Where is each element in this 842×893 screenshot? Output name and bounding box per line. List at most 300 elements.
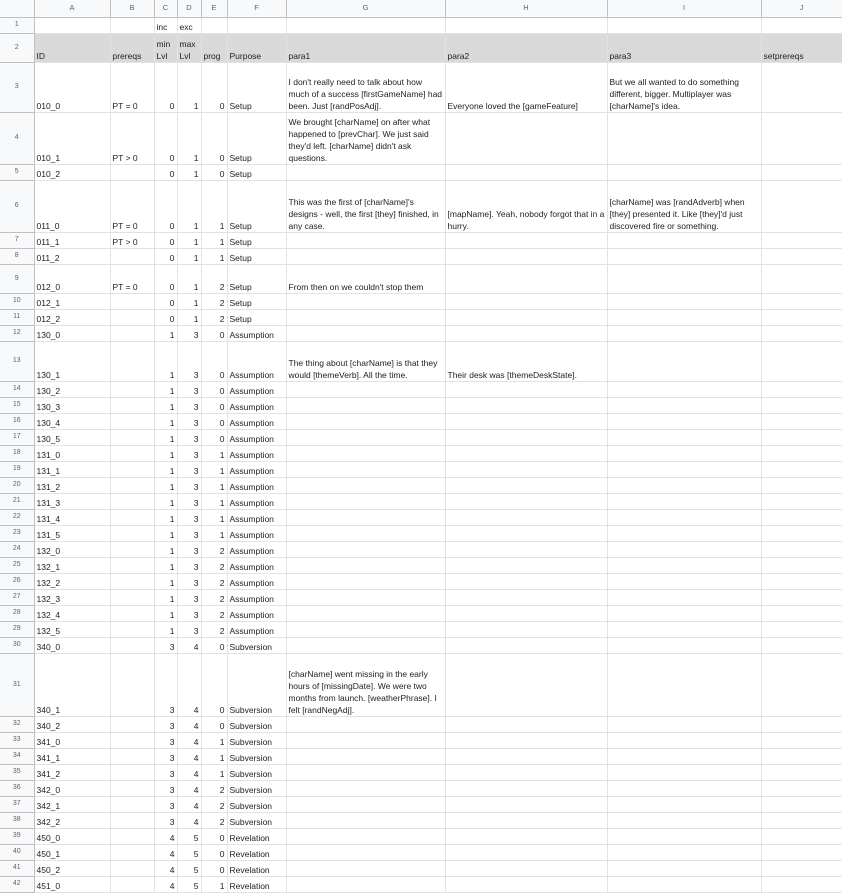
cell[interactable]: 3	[177, 413, 201, 429]
row-number[interactable]: 35	[0, 764, 34, 780]
cell[interactable]	[445, 461, 607, 477]
cell[interactable]: 1	[154, 429, 177, 445]
cell[interactable]: 132_2	[34, 573, 110, 589]
cell[interactable]	[445, 780, 607, 796]
cell[interactable]: 0	[154, 309, 177, 325]
cell[interactable]	[761, 764, 842, 780]
cell[interactable]: Assumption	[227, 381, 286, 397]
cell[interactable]: Assumption	[227, 477, 286, 493]
cell[interactable]: 3	[177, 381, 201, 397]
cell[interactable]	[607, 780, 761, 796]
cell[interactable]	[286, 493, 445, 509]
cell[interactable]	[445, 621, 607, 637]
cell[interactable]: 1	[154, 445, 177, 461]
cell[interactable]: 341_1	[34, 748, 110, 764]
cell[interactable]: 1	[201, 445, 227, 461]
cell[interactable]: 010_1	[34, 112, 110, 164]
cell[interactable]	[286, 17, 445, 33]
cell[interactable]: Assumption	[227, 621, 286, 637]
cell[interactable]: PT = 0	[110, 62, 154, 112]
cell[interactable]: 3	[177, 557, 201, 573]
cell[interactable]	[607, 732, 761, 748]
cell[interactable]	[607, 293, 761, 309]
cell[interactable]: 011_2	[34, 248, 110, 264]
cell[interactable]	[286, 716, 445, 732]
cell[interactable]: 1	[201, 232, 227, 248]
cell[interactable]: Assumption	[227, 525, 286, 541]
header-cell[interactable]: max Lvl	[177, 33, 201, 62]
cell[interactable]: 1	[201, 748, 227, 764]
cell[interactable]	[445, 325, 607, 341]
cell[interactable]	[607, 844, 761, 860]
cell[interactable]: Setup	[227, 232, 286, 248]
cell[interactable]: 1	[154, 589, 177, 605]
cell[interactable]: 131_3	[34, 493, 110, 509]
cell[interactable]: [charName] went missing in the early hours of [missingDate]. We were two months from launch. [weatherPhrase]. I felt [randNegAdj].	[286, 653, 445, 716]
cell[interactable]: Assumption	[227, 509, 286, 525]
row-number[interactable]: 30	[0, 637, 34, 653]
row-number[interactable]: 22	[0, 509, 34, 525]
cell[interactable]	[607, 541, 761, 557]
cell[interactable]: 4	[177, 796, 201, 812]
cell[interactable]	[445, 413, 607, 429]
row-number[interactable]: 31	[0, 653, 34, 716]
cell[interactable]	[607, 397, 761, 413]
cell[interactable]	[607, 341, 761, 381]
cell[interactable]	[761, 112, 842, 164]
cell[interactable]: 3	[154, 637, 177, 653]
cell[interactable]	[761, 413, 842, 429]
cell[interactable]: 340_0	[34, 637, 110, 653]
row-number[interactable]: 33	[0, 732, 34, 748]
cell[interactable]	[607, 605, 761, 621]
row-number[interactable]: 2	[0, 33, 34, 62]
cell[interactable]: Assumption	[227, 445, 286, 461]
cell[interactable]	[445, 17, 607, 33]
cell[interactable]: Assumption	[227, 541, 286, 557]
cell[interactable]: Assumption	[227, 589, 286, 605]
cell[interactable]: 3	[177, 573, 201, 589]
cell[interactable]	[445, 716, 607, 732]
row-number[interactable]: 25	[0, 557, 34, 573]
cell[interactable]: 0	[201, 325, 227, 341]
header-cell[interactable]: para1	[286, 33, 445, 62]
cell[interactable]	[607, 325, 761, 341]
cell[interactable]: 1	[154, 509, 177, 525]
cell[interactable]: 3	[177, 541, 201, 557]
cell[interactable]	[110, 653, 154, 716]
cell[interactable]	[286, 309, 445, 325]
cell[interactable]	[110, 309, 154, 325]
cell[interactable]	[286, 844, 445, 860]
cell[interactable]: 3	[177, 621, 201, 637]
cell[interactable]: 1	[154, 605, 177, 621]
cell[interactable]: 3	[177, 461, 201, 477]
cell[interactable]: 131_5	[34, 525, 110, 541]
cell[interactable]: 0	[154, 264, 177, 293]
cell[interactable]	[110, 429, 154, 445]
cell[interactable]: 4	[177, 732, 201, 748]
row-number[interactable]: 10	[0, 293, 34, 309]
cell[interactable]	[110, 860, 154, 876]
cell[interactable]: 1	[177, 62, 201, 112]
cell[interactable]	[761, 248, 842, 264]
cell[interactable]: 1	[154, 557, 177, 573]
cell[interactable]: 3	[154, 732, 177, 748]
cell[interactable]: 0	[201, 637, 227, 653]
cell[interactable]: 131_0	[34, 445, 110, 461]
cell[interactable]	[761, 509, 842, 525]
cell[interactable]	[110, 732, 154, 748]
cell[interactable]: 0	[154, 164, 177, 180]
cell[interactable]: 2	[201, 309, 227, 325]
cell[interactable]	[761, 62, 842, 112]
cell[interactable]: 2	[201, 293, 227, 309]
cell[interactable]	[607, 796, 761, 812]
cell[interactable]: 4	[177, 780, 201, 796]
cell[interactable]	[607, 589, 761, 605]
row-number[interactable]: 3	[0, 62, 34, 112]
cell[interactable]	[445, 429, 607, 445]
cell[interactable]: 1	[177, 264, 201, 293]
cell[interactable]: Subversion	[227, 748, 286, 764]
cell[interactable]: 1	[154, 325, 177, 341]
cell[interactable]: 2	[201, 605, 227, 621]
cell[interactable]: Setup	[227, 164, 286, 180]
cell[interactable]	[761, 461, 842, 477]
cell[interactable]	[761, 232, 842, 248]
cell[interactable]: Setup	[227, 180, 286, 232]
cell[interactable]: 0	[201, 828, 227, 844]
row-number[interactable]: 39	[0, 828, 34, 844]
cell[interactable]	[607, 112, 761, 164]
cell[interactable]	[286, 621, 445, 637]
cell[interactable]: 0	[154, 62, 177, 112]
column-header[interactable]: B	[110, 0, 154, 17]
cell[interactable]: 3	[177, 605, 201, 621]
cell[interactable]: 0	[201, 844, 227, 860]
row-number[interactable]: 29	[0, 621, 34, 637]
cell[interactable]: 0	[201, 860, 227, 876]
cell[interactable]: 2	[201, 621, 227, 637]
cell[interactable]	[445, 509, 607, 525]
cell[interactable]	[607, 493, 761, 509]
cell[interactable]	[761, 429, 842, 445]
cell[interactable]: 450_1	[34, 844, 110, 860]
cell[interactable]	[761, 748, 842, 764]
cell[interactable]: 3	[177, 477, 201, 493]
cell[interactable]: 4	[154, 860, 177, 876]
cell[interactable]	[286, 828, 445, 844]
cell[interactable]: 3	[154, 653, 177, 716]
cell[interactable]: 3	[177, 589, 201, 605]
column-header[interactable]: E	[201, 0, 227, 17]
cell[interactable]	[761, 264, 842, 293]
cell[interactable]	[110, 397, 154, 413]
cell[interactable]	[110, 748, 154, 764]
cell[interactable]: 3	[177, 493, 201, 509]
cell[interactable]: 1	[154, 541, 177, 557]
cell[interactable]	[110, 248, 154, 264]
row-number[interactable]: 41	[0, 860, 34, 876]
cell[interactable]: Assumption	[227, 605, 286, 621]
cell[interactable]: 130_2	[34, 381, 110, 397]
cell[interactable]: 1	[201, 248, 227, 264]
cell[interactable]: This was the first of [charName]'s designs - well, the first [they] finished, in any case.	[286, 180, 445, 232]
row-number[interactable]: 14	[0, 381, 34, 397]
cell[interactable]	[34, 17, 110, 33]
cell[interactable]	[445, 248, 607, 264]
cell[interactable]: 5	[177, 876, 201, 892]
cell[interactable]: 130_1	[34, 341, 110, 381]
cell[interactable]: 1	[201, 764, 227, 780]
cell[interactable]: exc	[177, 17, 201, 33]
cell[interactable]: 0	[201, 341, 227, 381]
cell[interactable]	[286, 812, 445, 828]
cell[interactable]	[110, 621, 154, 637]
cell[interactable]: 0	[201, 164, 227, 180]
cell[interactable]: 0	[154, 180, 177, 232]
cell[interactable]	[110, 164, 154, 180]
cell[interactable]: 1	[201, 876, 227, 892]
cell[interactable]	[761, 445, 842, 461]
cell[interactable]: 1	[201, 180, 227, 232]
cell[interactable]: Revelation	[227, 828, 286, 844]
cell[interactable]: 3	[177, 397, 201, 413]
cell[interactable]	[110, 764, 154, 780]
cell[interactable]: 0	[201, 653, 227, 716]
cell[interactable]: 340_2	[34, 716, 110, 732]
cell[interactable]	[607, 828, 761, 844]
row-number[interactable]: 24	[0, 541, 34, 557]
cell[interactable]	[286, 325, 445, 341]
cell[interactable]	[110, 844, 154, 860]
cell[interactable]: 2	[201, 796, 227, 812]
cell[interactable]	[445, 812, 607, 828]
cell[interactable]	[761, 164, 842, 180]
cell[interactable]	[761, 325, 842, 341]
cell[interactable]: 0	[201, 381, 227, 397]
cell[interactable]	[607, 573, 761, 589]
cell[interactable]	[110, 493, 154, 509]
cell[interactable]	[445, 732, 607, 748]
row-number[interactable]: 9	[0, 264, 34, 293]
header-cell[interactable]: prereqs	[110, 33, 154, 62]
cell[interactable]: Subversion	[227, 732, 286, 748]
row-number[interactable]: 19	[0, 461, 34, 477]
cell[interactable]: 5	[177, 860, 201, 876]
cell[interactable]: 4	[154, 828, 177, 844]
cell[interactable]: 451_0	[34, 876, 110, 892]
cell[interactable]: Subversion	[227, 637, 286, 653]
cell[interactable]	[445, 589, 607, 605]
cell[interactable]: Assumption	[227, 557, 286, 573]
row-number[interactable]: 17	[0, 429, 34, 445]
cell[interactable]: Subversion	[227, 796, 286, 812]
cell[interactable]: 1	[201, 732, 227, 748]
cell[interactable]: 1	[201, 461, 227, 477]
row-number[interactable]: 26	[0, 573, 34, 589]
cell[interactable]: Assumption	[227, 397, 286, 413]
cell[interactable]	[110, 381, 154, 397]
cell[interactable]	[607, 309, 761, 325]
row-number[interactable]: 42	[0, 876, 34, 892]
row-number[interactable]: 12	[0, 325, 34, 341]
cell[interactable]	[607, 716, 761, 732]
cell[interactable]: 1	[154, 573, 177, 589]
cell[interactable]	[607, 445, 761, 461]
cell[interactable]	[110, 573, 154, 589]
cell[interactable]: 2	[201, 812, 227, 828]
cell[interactable]	[607, 17, 761, 33]
cell[interactable]: 131_1	[34, 461, 110, 477]
cell[interactable]	[286, 381, 445, 397]
cell[interactable]	[286, 525, 445, 541]
row-number[interactable]: 15	[0, 397, 34, 413]
cell[interactable]	[445, 541, 607, 557]
cell[interactable]	[607, 164, 761, 180]
cell[interactable]: 3	[154, 716, 177, 732]
cell[interactable]	[445, 860, 607, 876]
cell[interactable]	[761, 796, 842, 812]
cell[interactable]: 132_1	[34, 557, 110, 573]
cell[interactable]	[286, 541, 445, 557]
cell[interactable]: 3	[177, 341, 201, 381]
cell[interactable]: 012_1	[34, 293, 110, 309]
cell[interactable]	[445, 844, 607, 860]
cell[interactable]	[286, 293, 445, 309]
cell[interactable]: 1	[177, 248, 201, 264]
cell[interactable]	[607, 812, 761, 828]
cell[interactable]: 132_4	[34, 605, 110, 621]
row-number[interactable]: 7	[0, 232, 34, 248]
column-header[interactable]: C	[154, 0, 177, 17]
cell[interactable]	[445, 557, 607, 573]
cell[interactable]	[445, 876, 607, 892]
cell[interactable]	[286, 605, 445, 621]
cell[interactable]	[227, 17, 286, 33]
column-header[interactable]: F	[227, 0, 286, 17]
cell[interactable]: Assumption	[227, 461, 286, 477]
cell[interactable]: 1	[177, 112, 201, 164]
cell[interactable]	[110, 780, 154, 796]
row-number[interactable]: 1	[0, 17, 34, 33]
cell[interactable]	[761, 573, 842, 589]
cell[interactable]: PT = 0	[110, 264, 154, 293]
row-number[interactable]: 23	[0, 525, 34, 541]
cell[interactable]: 2	[201, 780, 227, 796]
cell[interactable]: 341_2	[34, 764, 110, 780]
cell[interactable]	[607, 509, 761, 525]
cell[interactable]	[286, 557, 445, 573]
cell[interactable]	[445, 637, 607, 653]
cell[interactable]	[286, 860, 445, 876]
cell[interactable]	[286, 876, 445, 892]
cell[interactable]: 0	[201, 429, 227, 445]
cell[interactable]: 010_2	[34, 164, 110, 180]
cell[interactable]	[110, 477, 154, 493]
row-number[interactable]: 20	[0, 477, 34, 493]
header-cell[interactable]: min Lvl	[154, 33, 177, 62]
cell[interactable]: I don't really need to talk about how much of a success [firstGameName] had been. Just [randPosAdj].	[286, 62, 445, 112]
column-header[interactable]: G	[286, 0, 445, 17]
cell[interactable]: 4	[177, 653, 201, 716]
row-number[interactable]: 34	[0, 748, 34, 764]
cell[interactable]	[761, 525, 842, 541]
cell[interactable]	[286, 232, 445, 248]
column-header[interactable]: A	[34, 0, 110, 17]
cell[interactable]	[286, 509, 445, 525]
cell[interactable]	[607, 413, 761, 429]
cell[interactable]	[761, 621, 842, 637]
cell[interactable]	[286, 397, 445, 413]
cell[interactable]	[445, 164, 607, 180]
cell[interactable]	[110, 293, 154, 309]
cell[interactable]: 130_3	[34, 397, 110, 413]
cell[interactable]	[286, 164, 445, 180]
cell[interactable]	[607, 860, 761, 876]
cell[interactable]: 132_3	[34, 589, 110, 605]
cell[interactable]: But we all wanted to do something different, bigger. Multiplayer was [charName]'s idea.	[607, 62, 761, 112]
cell[interactable]: 1	[154, 381, 177, 397]
column-header[interactable]: H	[445, 0, 607, 17]
cell[interactable]	[445, 493, 607, 509]
cell[interactable]	[110, 589, 154, 605]
cell[interactable]: Revelation	[227, 876, 286, 892]
cell[interactable]: 1	[154, 621, 177, 637]
cell[interactable]	[110, 525, 154, 541]
cell[interactable]: Setup	[227, 309, 286, 325]
cell[interactable]	[607, 637, 761, 653]
cell[interactable]	[445, 381, 607, 397]
row-number[interactable]: 32	[0, 716, 34, 732]
cell[interactable]	[761, 860, 842, 876]
cell[interactable]	[286, 429, 445, 445]
cell[interactable]: Assumption	[227, 413, 286, 429]
cell[interactable]: 2	[201, 573, 227, 589]
header-cell[interactable]: para3	[607, 33, 761, 62]
cell[interactable]: Setup	[227, 62, 286, 112]
cell[interactable]: 4	[177, 748, 201, 764]
cell[interactable]	[286, 637, 445, 653]
cell[interactable]	[761, 397, 842, 413]
cell[interactable]	[761, 309, 842, 325]
cell[interactable]	[761, 17, 842, 33]
cell[interactable]: 342_0	[34, 780, 110, 796]
cell[interactable]: Setup	[227, 248, 286, 264]
cell[interactable]	[286, 780, 445, 796]
cell[interactable]	[445, 764, 607, 780]
cell[interactable]: 012_2	[34, 309, 110, 325]
cell[interactable]: Everyone loved the [gameFeature]	[445, 62, 607, 112]
cell[interactable]: 1	[177, 164, 201, 180]
cell[interactable]	[445, 796, 607, 812]
cell[interactable]: Assumption	[227, 341, 286, 381]
cell[interactable]: 011_0	[34, 180, 110, 232]
cell[interactable]	[110, 605, 154, 621]
cell[interactable]	[445, 232, 607, 248]
header-cell[interactable]: prog	[201, 33, 227, 62]
cell[interactable]	[761, 557, 842, 573]
cell[interactable]: 010_0	[34, 62, 110, 112]
cell[interactable]	[761, 477, 842, 493]
cell[interactable]	[761, 876, 842, 892]
cell[interactable]: Assumption	[227, 325, 286, 341]
cell[interactable]: 341_0	[34, 732, 110, 748]
cell[interactable]: 1	[177, 180, 201, 232]
cell[interactable]: 3	[154, 748, 177, 764]
cell[interactable]	[110, 541, 154, 557]
